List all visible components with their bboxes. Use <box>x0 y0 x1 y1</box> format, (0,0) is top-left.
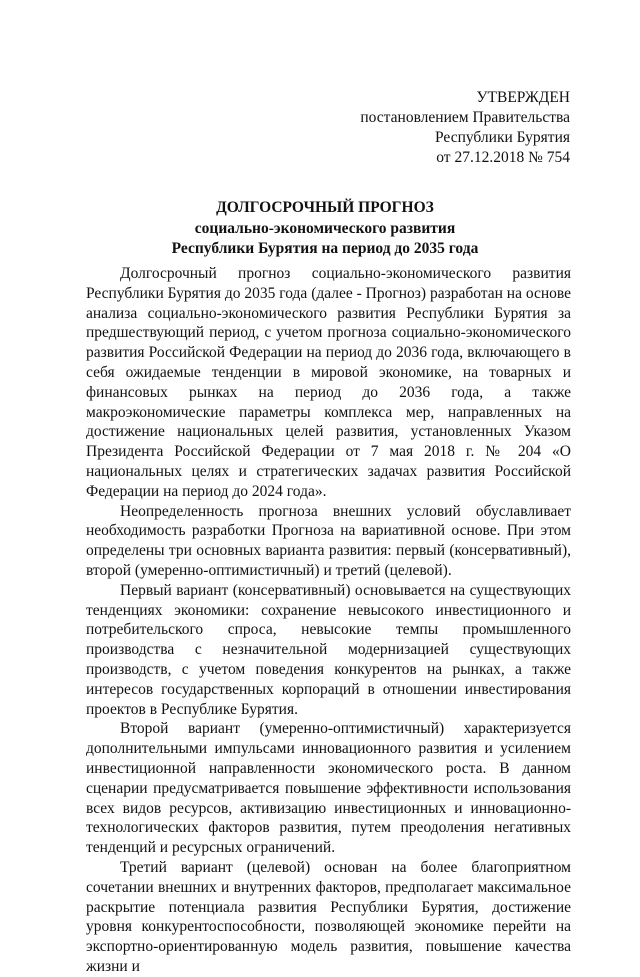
document-body <box>86 264 571 977</box>
title-line-2: социально-экономического развития <box>194 219 456 237</box>
title-line-3: Республики Бурятия на период до 2035 года <box>171 240 479 257</box>
paragraph: Неопределенность прогноза внешних условий обуславливает необходимость разработки Прогноза на вариативной основе. При этом определены три основных варианта развития: первый (консервативный), второй (умеренно-оптимистичный) и третий (целевой). <box>86 502 571 579</box>
paragraph: Долгосрочный прогноз социально-экономического развития Республики Бурятия до 2035 года (далее - Прогноз) разработан на основе анализа социально-экономического развития Республики Бурятия за предшествующий период, с учетом прогноза социально-экономического развития Российской Федерации на период до 2036 года, включающего в себя ожидаемые тенденции в мировой экономике, на товарных и финансовых рынках на период до 2036 года, а также макроэкономические параметры комплекса мер, направленных на достижение национальных целей развития, установленных Указом Президента Российской Федерации от 7 мая 2018 г. № 204 «О национальных целях и стратегических задачах развития Российской Федерации на период до 2024 года». <box>86 265 571 500</box>
approval-region: Республики Бурятия <box>435 129 570 146</box>
document-title <box>60 198 590 260</box>
title-line-1: ДОЛГОСРОЧНЫЙ ПРОГНОЗ <box>216 199 434 216</box>
approval-date-number: от 27.12.2018 № 754 <box>436 149 570 166</box>
approval-heading: УТВЕРЖДЕН <box>476 89 570 106</box>
approval-authority: постановлением Правительства <box>360 109 570 126</box>
paragraph: Третий вариант (целевой) основан на более благоприятном сочетании внешних и внутренних факторов, предполагает максимальное раскрытие потенциала развития Республики Бурятия, достижение уровня конкурентоспособности, позволяющей экономике перейти на экспортно-ориентированную модель развития, повышение качества жизни и <box>86 858 571 975</box>
approval-stamp <box>330 88 570 168</box>
paragraph: Первый вариант (консервативный) основывается на существующих тенденциях экономики: сохранение невысокого инвестиционного и потребительского спроса, невысокие темпы промышленного производства с незначительной модернизацией существующих производств, с учетом поведения конкурентов на рынках, а также интересов государственных корпораций в отношении инвестирования проектов в Республике Бурятия. <box>86 581 571 718</box>
paragraph: Второй вариант (умеренно-оптимистичный) характеризуется дополнительными импульсами инновационного развития и усилением инвестиционной направленности экономического роста. В данном сценарии предусматривается повышение эффективности использования всех видов ресурсов, активизацию инвестиционных и инновационно-технологических факторов развития, путем преодоления негативных тенденций и ресурсных ограничений. <box>86 720 571 857</box>
